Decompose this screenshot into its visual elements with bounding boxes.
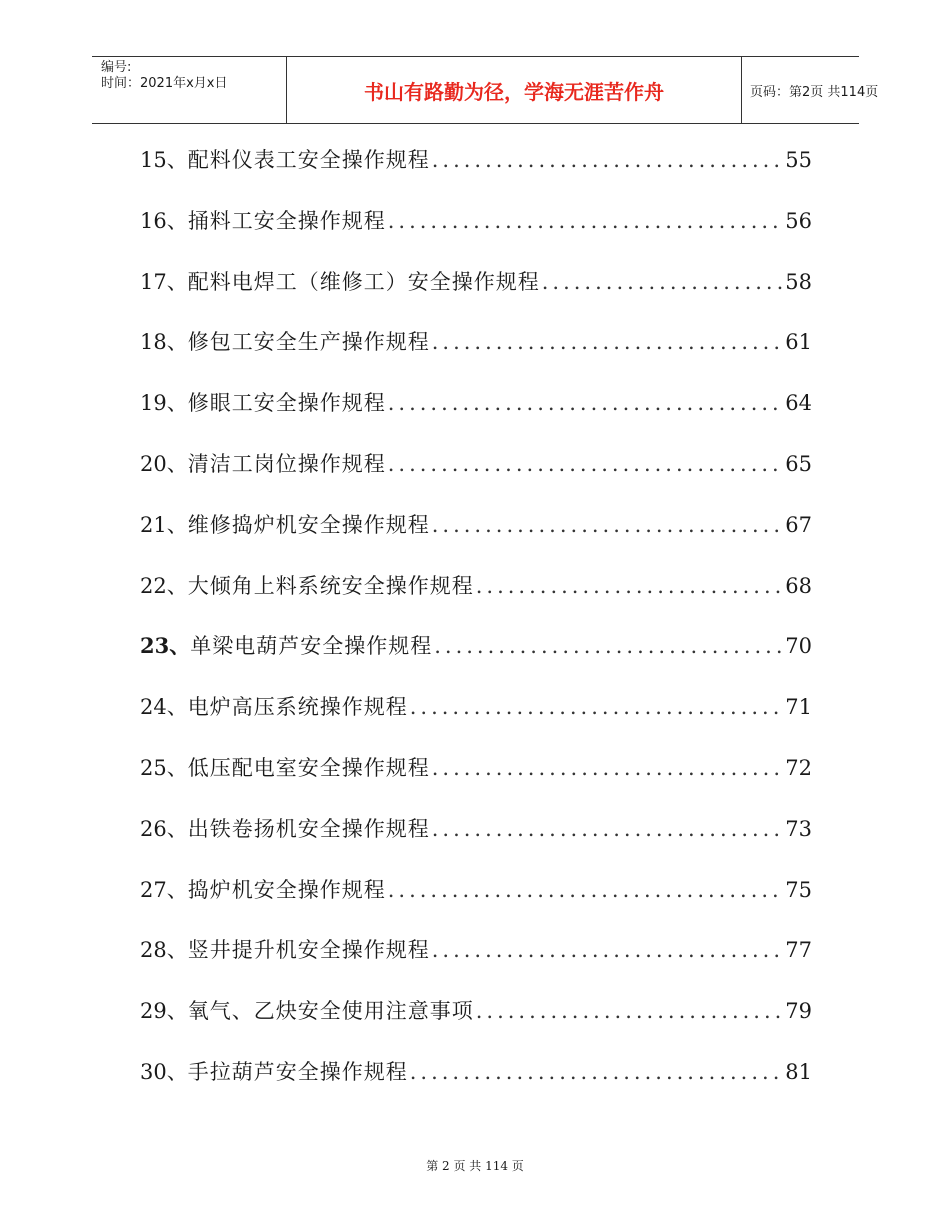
toc-entry-number: 27、: [140, 877, 188, 902]
toc-entry-number: 22、: [140, 573, 188, 598]
toc-dot-leader: [388, 866, 782, 914]
toc-dot-leader: [388, 440, 782, 488]
toc-dot-leader: [410, 1048, 782, 1096]
toc-entry-number: 21、: [140, 512, 188, 537]
toc-dot-leader: [432, 501, 782, 549]
toc-dot-leader: [476, 562, 782, 610]
toc-entry-title: 捣炉机安全操作规程: [187, 877, 386, 902]
toc-entry[interactable]: [140, 197, 812, 258]
toc-entry-title: 清洁工岗位操作规程: [187, 451, 386, 476]
page-header: [92, 56, 879, 124]
header-motto: 书山有路勤为径，学海无涯苦作舟: [286, 57, 742, 123]
toc-entry-page: 71: [785, 695, 812, 720]
toc-entry-page: 67: [785, 512, 812, 537]
toc-entry-page: 79: [785, 999, 812, 1024]
toc-entry-title: 配料电焊工（维修工）安全操作规程: [187, 269, 540, 294]
page-footer: 第 2 页 共 114 页: [426, 1159, 524, 1173]
toc-entry-title: 低压配电室安全操作规程: [187, 755, 430, 780]
time-label: 时间：2021年x月x日: [101, 76, 228, 91]
toc-entry[interactable]: [140, 805, 812, 866]
toc-entry-number: 20、: [140, 451, 188, 476]
toc-entry-page: 81: [785, 1059, 812, 1084]
toc-entry-page: 73: [785, 816, 812, 841]
toc-dot-leader: [432, 926, 782, 974]
code-label: 编号:: [101, 60, 132, 75]
toc-dot-leader: [476, 987, 782, 1035]
header-page-info: 页码：第2页 共114页: [750, 84, 879, 100]
toc-dot-leader: [434, 622, 782, 670]
toc-entry[interactable]: [140, 926, 812, 987]
toc-entry-title: 竖井提升机安全操作规程: [187, 938, 430, 963]
toc-entry-number: 28、: [140, 938, 188, 963]
toc-dot-leader: [542, 258, 782, 306]
toc-dot-leader: [432, 805, 782, 853]
toc-dot-leader: [432, 136, 782, 184]
toc-entry-number: 18、: [140, 330, 188, 355]
toc-dot-leader: [432, 744, 782, 792]
toc-dot-leader: [388, 197, 782, 245]
toc-entry-page: 56: [785, 208, 812, 233]
toc-entry[interactable]: [140, 136, 812, 197]
toc-entry-title: 修包工安全生产操作规程: [187, 330, 430, 355]
toc-entry-number: 29、: [140, 999, 188, 1024]
toc-entry-page: 55: [785, 148, 812, 172]
toc-dot-leader: [410, 683, 782, 731]
toc-entry-page: 77: [785, 938, 812, 963]
toc-entry[interactable]: [140, 440, 812, 501]
toc-entry-page: 58: [785, 269, 812, 294]
toc-entry[interactable]: [140, 501, 812, 562]
toc-dot-leader: [432, 318, 782, 366]
toc-entry-title: 氧气、乙炔安全使用注意事项: [187, 999, 474, 1024]
toc-entry-number: 23、: [140, 633, 191, 659]
table-of-contents: [140, 136, 812, 1109]
toc-entry[interactable]: [140, 744, 812, 805]
toc-entry-number: 25、: [140, 755, 188, 780]
toc-entry-page: 70: [785, 634, 812, 659]
toc-entry-page: 68: [785, 573, 812, 598]
toc-entry-title: 配料仪表工安全操作规程: [187, 148, 430, 172]
toc-entry[interactable]: [140, 318, 812, 379]
header-meta: [92, 57, 286, 123]
toc-dot-leader: [388, 379, 782, 427]
toc-entry-number: 24、: [140, 695, 188, 720]
toc-entry[interactable]: [140, 379, 812, 440]
toc-entry[interactable]: [140, 562, 812, 623]
toc-entry[interactable]: [140, 683, 812, 744]
toc-entry-page: 65: [785, 451, 812, 476]
toc-entry-title: 捅料工安全操作规程: [187, 208, 386, 233]
toc-entry-number: 19、: [140, 391, 188, 416]
toc-entry[interactable]: [140, 1048, 812, 1109]
toc-entry[interactable]: [140, 987, 812, 1048]
toc-entry-title: 修眼工安全操作规程: [187, 391, 386, 416]
toc-entry-page: 64: [785, 391, 812, 416]
toc-entry-page: 61: [785, 330, 812, 355]
toc-entry-number: 30、: [140, 1059, 188, 1084]
toc-entry-title: 出铁卷扬机安全操作规程: [187, 816, 430, 841]
toc-entry-number: 15、: [140, 148, 188, 172]
toc-entry-title: 维修捣炉机安全操作规程: [187, 512, 430, 537]
toc-entry-title: 电炉高压系统操作规程: [187, 695, 408, 720]
toc-entry-title: 手拉葫芦安全操作规程: [187, 1059, 408, 1084]
toc-entry-number: 26、: [140, 816, 188, 841]
toc-entry-title: 单梁电葫芦安全操作规程: [190, 634, 433, 659]
toc-entry-page: 75: [785, 877, 812, 902]
toc-entry-number: 17、: [140, 269, 188, 294]
toc-entry[interactable]: [140, 866, 812, 927]
toc-entry-page: 72: [785, 755, 812, 780]
toc-entry-number: 16、: [140, 208, 188, 233]
toc-entry[interactable]: [140, 258, 812, 319]
toc-entry-title: 大倾角上料系统安全操作规程: [187, 573, 474, 598]
toc-entry[interactable]: [140, 622, 812, 683]
